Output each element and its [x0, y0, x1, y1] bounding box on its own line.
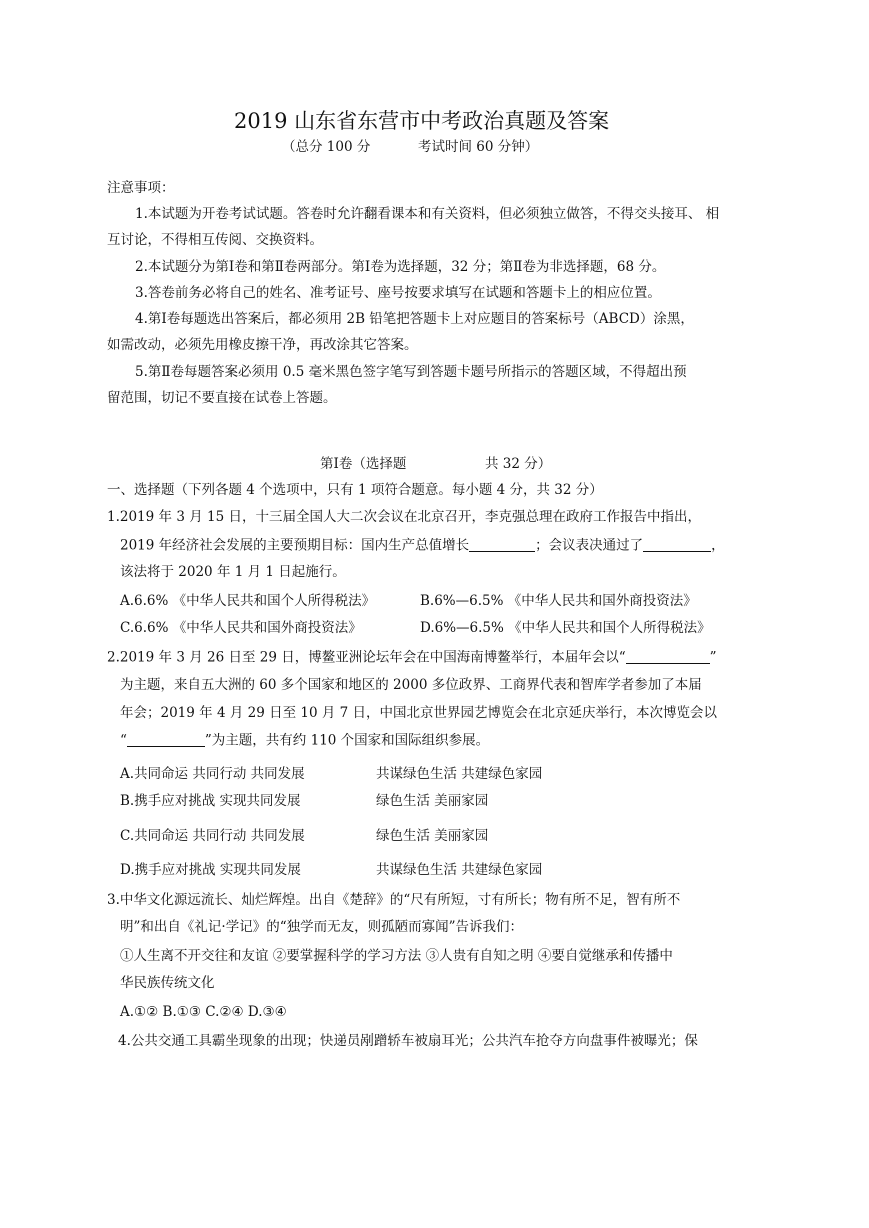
notice-item-5-cont: 留范围，切记不要直接在试卷上答题。: [107, 390, 337, 406]
q2-option-a-part-2: 共谋绿色生活 共建绿色家园: [376, 766, 543, 782]
q2-stem-line-2: 为主题，来自五大洲的 60 多个国家和地区的 2000 多位政界、工商界代表和智库学者参加了本届: [120, 677, 702, 693]
q2-stem-text-b: ”: [709, 649, 717, 666]
total-score: （总分 100 分: [282, 139, 371, 155]
notice-item-1-cont: 互讨论，不得相互传阅、交换资料。: [107, 232, 323, 248]
q1-option-c: C.6.6% 《中华人民共和国外商投资法》: [120, 620, 362, 636]
q2-option-d-part-1: D.携手应对挑战 实现共同发展: [120, 862, 301, 878]
q2-stem-text-a: 2.2019 年 3 月 26 日至 29 日，博鳌亚洲论坛年会在中国海南博鳌举行，本届年会以“: [107, 649, 626, 666]
notice-item-4: 4.第Ⅰ卷每题选出答案后，都必须用 2B 铅笔把答题卡上对应题目的答案标号（ABCD）涂黑，: [135, 311, 694, 327]
q1-stem-text-c: ，: [711, 537, 725, 554]
q4-stem-line-1: 4.公共交通工具霸坐现象的出现；快递员剐蹭轿车被扇耳光；公共汽车抢夺方向盘事件被曝光；保: [118, 1033, 698, 1049]
q2-option-b-part-1: B.携手应对挑战 实现共同发展: [120, 793, 301, 809]
page-title: 2019 山东省东营市中考政治真题及答案: [234, 109, 610, 133]
q2-option-b-part-2: 绿色生活 美丽家园: [376, 793, 489, 809]
q1-stem-line-3: 该法将于 2020 年 1 月 1 日起施行。: [120, 564, 346, 580]
q3-stem-line-1: 3.中华文化源远流长、灿烂辉煌。出自《楚辞》的“尺有所短，寸有所长；物有所不足，智有所不: [107, 892, 681, 908]
q1-option-b: B.6%—6.5% 《中华人民共和国外商投资法》: [420, 593, 697, 609]
q1-stem-line-1: 1.2019 年 3 月 15 日，十三届全国人大二次会议在北京召开，李克强总理在政府工作报告中指出，: [107, 509, 701, 525]
notice-heading: 注意事项：: [107, 180, 175, 196]
q1-stem-text-b: ；会议表决通过了: [535, 537, 644, 554]
q2-blank-2: [127, 732, 205, 747]
q2-option-d-part-2: 共谋绿色生活 共建绿色家园: [376, 862, 543, 878]
q2-stem-line-1: [107, 649, 717, 666]
q2-option-c-part-1: C.共同命运 共同行动 共同发展: [120, 828, 305, 844]
section-intro: 一、选择题（下列各题 4 个选项中，只有 1 项符合题意。每小题 4 分，共 32 分）: [107, 482, 603, 498]
section-score: 共 32 分）: [485, 456, 552, 472]
q1-stem-line-2: [120, 537, 725, 554]
q1-option-d: D.6%—6.5% 《中华人民共和国个人所得税法》: [420, 620, 711, 636]
q2-option-c-part-2: 绿色生活 美丽家园: [376, 828, 489, 844]
notice-item-3: 3.答卷前务必将自己的姓名、准考证号、座号按要求填写在试题和答题卡上的相应位置。: [135, 285, 661, 301]
exam-time: 考试时间 60 分钟）: [418, 139, 539, 155]
notice-item-1: 1.本试题为开卷考试试题。答卷时允许翻看课本和有关资料，但必须独立做答，不得交头接耳、 相: [135, 206, 720, 222]
notice-item-4-cont: 如需改动，必须先用橡皮擦干净，再改涂其它答案。: [107, 337, 418, 353]
q3-statements: ①人生离不开交往和友谊 ②要掌握科学的学习方法 ③人贵有自知之明 ④要自觉继承和传播中: [120, 948, 673, 964]
q2-stem-line-4: [120, 732, 489, 749]
notice-item-5: 5.第Ⅱ卷每题答案必须用 0.5 毫米黑色签字笔写到答题卡题号所指示的答题区域，不得超出预: [135, 364, 687, 380]
q3-statements-cont: 华民族传统文化: [120, 975, 215, 991]
q1-stem-text-a: 2019 年经济社会发展的主要预期目标：国内生产总值增长: [120, 537, 470, 554]
q2-stem-line-3: 年会；2019 年 4 月 29 日至 10 月 7 日，中国北京世界园艺博览会在北京延庆举行，本次博览会以: [120, 705, 718, 721]
q2-stem-text-c: “: [120, 732, 127, 749]
q2-option-a-part-1: A.共同命运 共同行动 共同发展: [120, 766, 305, 782]
q1-option-a: A.6.6% 《中华人民共和国个人所得税法》: [120, 593, 376, 609]
notice-item-2: 2.本试题分为第Ⅰ卷和第Ⅱ卷两部分。第Ⅰ卷为选择题，32 分；第Ⅱ卷为非选择题，68 分。: [135, 259, 666, 275]
q2-stem-text-d: ”为主题，共有约 110 个国家和国际组织参展。: [204, 732, 490, 749]
q1-blank-2: [643, 537, 711, 552]
q2-blank-1: [626, 649, 710, 664]
section-title: 第Ⅰ卷（选择题: [320, 456, 407, 472]
q3-stem-line-2: 明”和出自《礼记·学记》的“独学而无友，则孤陋而寡闻”告诉我们：: [120, 919, 523, 935]
q3-options: A.①② B.①③ C.②④ D.③④: [120, 1004, 287, 1020]
q1-blank-1: [469, 537, 535, 552]
